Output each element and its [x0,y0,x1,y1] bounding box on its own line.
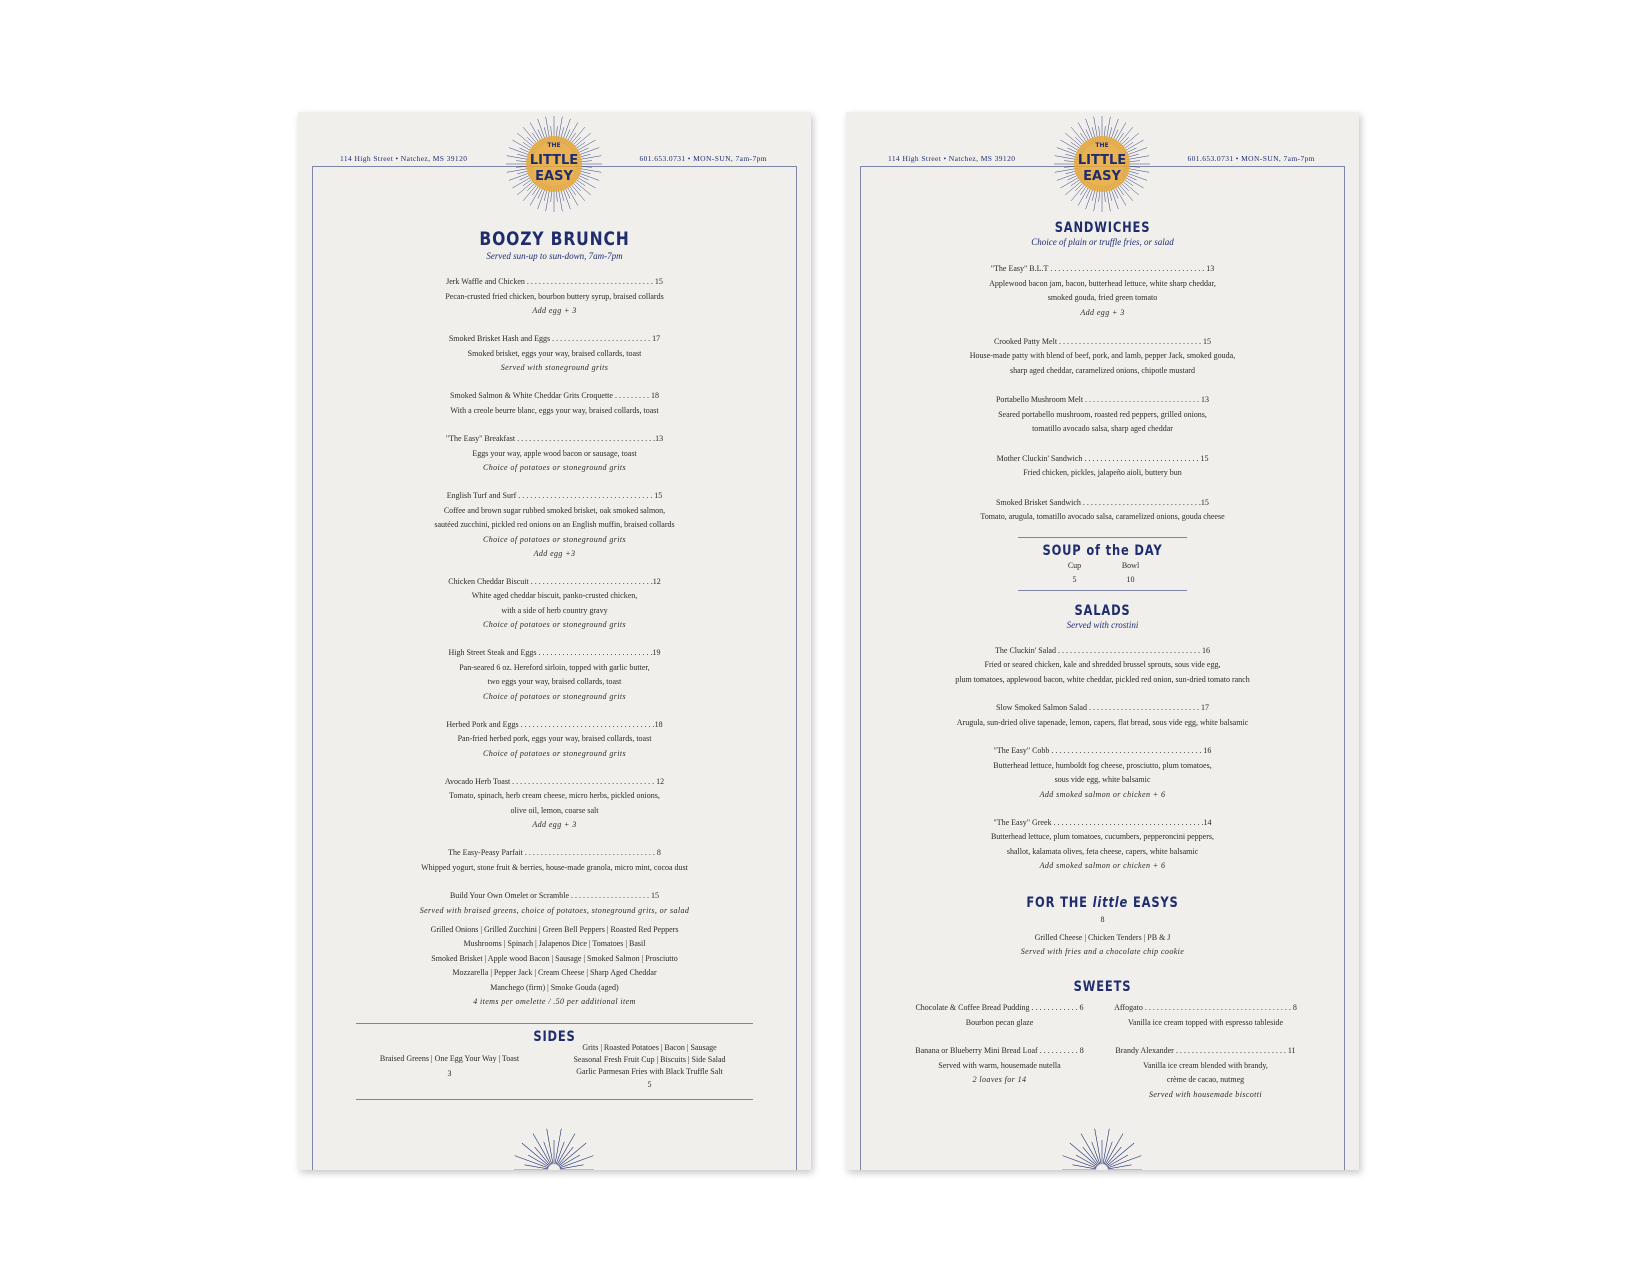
section-title-sides: SIDES [533,1029,576,1045]
menu-item-description: Smoked brisket, eggs your way, braised collards, toast [467,348,642,358]
menu-item-name: Slow Smoked Salmon Salad . . . . . . . . . . . . . . . . . . . . . . . . . . . . 17 [996,703,1209,712]
menu-item [298,846,811,875]
menu-item-name: The Cluckin' Salad . . . . . . . . . . . . . . . . . . . . . . . . . . . . . . . . . . . . 16 [995,645,1210,655]
phone-hours: 601.653.0731 • MON-SUN, 7am-7pm [1187,154,1315,163]
menu-item-description: sous vide egg, white balsamic [1054,775,1151,784]
menu-item [1108,1001,1304,1030]
section-title-kids [892,895,1313,911]
menu-item [298,489,811,561]
menu-item-description: Pecan-crusted fried chicken, bourbon buttery syrup, braised collards [445,291,664,301]
menu-item-name: Herbed Pork and Eggs . . . . . . . . . . . . . . . . . . . . . . . . . . . . . . . . . .18 [446,719,663,729]
menu-item-note: Choice of potatoes or stoneground grits [482,620,627,629]
menu-item-description: Pan-seared 6 oz. Hereford sirloin, topped with garlic butter, [459,662,650,672]
menu-item [298,389,811,418]
omelet-option-line: Grilled Onions | Grilled Zucchini | Green Bell Peppers | Roasted Red Peppers [430,924,679,934]
menu-item-description: plum tomatoes, applewood bacon, white cheddar, pickled red onion, sun-dried tomato ranch [955,674,1250,684]
side-line: Braised Greens | One Egg Your Way | Toast [379,1054,520,1063]
menu-item [298,275,811,318]
omelet-option-line: Smoked Brisket | Apple wood Bacon | Sausage | Smoked Salmon | Prosciutto [431,953,678,963]
menu-item-name: Brandy Alexander . . . . . . . . . . . . . . . . . . . . . . . . . . . . 11 [1115,1046,1296,1055]
logo-text: LITTLE [529,153,579,168]
menu-item-description: Seared portabello mushroom, roasted red peppers, grilled onions, [998,409,1207,419]
menu-item-name: "The Easy" Cobb . . . . . . . . . . . . . . . . . . . . . . . . . . . . . . . . . . . . . . 16 [993,746,1212,755]
menu-item-note: Add smoked salmon or chicken + 6 [1039,789,1166,799]
kids-title-before: FOR THE [1026,895,1093,911]
menu-item-note: Add smoked salmon or chicken + 6 [1039,861,1166,870]
section-title-brunch: BOOZY BRUNCH [479,228,630,250]
salads-subtitle: Served with crostini [1066,619,1139,630]
omelet-note: 4 items per omelette / .50 per additional item [473,997,636,1006]
menu-item-description: Fried or seared chicken, kale and shredded brussel sprouts, sous vide egg, [984,660,1221,669]
menu-item-note: Choice of potatoes or stoneground grits [482,463,627,472]
menu-item-description: Butterhead lettuce, plum tomatoes, cucumbers, pepperoncini peppers, [990,832,1215,841]
menu-item-name: Smoked Salmon & White Cheddar Grits Croquette . . . . . . . . . 18 [450,391,659,400]
menu-item-name: The Easy-Peasy Parfait . . . . . . . . . . . . . . . . . . . . . . . . . . . . . . . . . 8 [448,848,661,857]
menu-item [298,775,811,833]
brunch-subtitle: Served sun-up to sun-down, 7am-7pm [486,251,623,261]
menu-item-name: Portabello Mushroom Melt . . . . . . . . . . . . . . . . . . . . . . . . . . . . . 13 [995,395,1210,404]
logo-text: EASY [1083,169,1121,184]
logo-text: THE [547,142,561,149]
little-easy-logo [1052,114,1152,214]
sweets-right-col [1108,987,1304,1102]
menu-item-description: Whipped yogurt, stone fruit & berries, house-made granola, micro mint, cocoa dust [421,862,688,872]
menu-item-note: Add egg + 3 [532,306,577,315]
menu-item [846,452,1359,481]
menu-item-description: White aged cheddar biscuit, panko-crusted chicken, [471,591,638,600]
brunch-item-list [298,275,811,918]
omelet-options [298,923,811,996]
menu-item [298,889,811,918]
menu-item-description: shallot, kalamata olives, feta cheese, capers, white balsamic [1006,846,1199,856]
sunburst-ornament-icon [1062,1126,1142,1170]
menu-item-note: Served with stoneground grits [500,363,609,372]
logo-text: LITTLE [1077,153,1127,168]
menu-item-name: "The Easy" Greek . . . . . . . . . . . . . . . . . . . . . . . . . . . . . . . . . . . . . .14 [993,817,1212,827]
menu-item-description: with a side of herb country gravy [501,605,608,615]
menu-item [846,335,1359,379]
menu-item-description: smoked gouda, fried green tomato [1047,293,1158,302]
menu-item [846,816,1359,874]
menu-item [846,496,1359,525]
menu-page-brunch [298,112,811,1170]
menu-item-name: Jerk Waffle and Chicken . . . . . . . . . . . . . . . . . . . . . . . . . . . . . . . . 15 [446,277,663,286]
menu-item-description: Served with warm, housemade nutella [938,1060,1061,1070]
sunburst-ornament-icon [514,1126,594,1170]
section-title-sandwiches: SANDWICHES [1054,220,1151,236]
menu-item-note: Choice of potatoes or stoneground grits [482,534,627,544]
menu-item-description: Tomato, spinach, herb cream cheese, micro herbs, pickled onions, [449,791,660,800]
menu-item [298,332,811,375]
soup-prices [846,559,1359,588]
menu-item [846,701,1359,730]
menu-item-name: Chocolate & Coffee Bread Pudding . . . . . . . . . . . . 6 [915,1003,1084,1012]
sides-right-price: 5 [647,1080,652,1089]
menu-item [902,1044,1098,1087]
menu-item [298,718,811,761]
menu-item [846,644,1359,688]
logo-text: EASY [535,169,573,184]
sweets-columns [846,987,1359,1102]
sides-columns [298,1042,811,1093]
menu-item-name: Avocado Herb Toast . . . . . . . . . . . . . . . . . . . . . . . . . . . . . . . . . . . . 12 [444,776,665,786]
menu-item [902,1001,1098,1030]
section-title-soup: SOUP of the DAY [1042,542,1163,559]
side-line: Grits | Roasted Potatoes | Bacon | Sausage [582,1043,717,1052]
menu-item-note: Served with braised greens, choice of potatoes, stoneground grits, or salad [419,905,690,915]
menu-item-note: Add egg +3 [533,548,576,558]
menu-item-description: House-made patty with blend of beef, pork, and lamb, pepper Jack, smoked gouda, [969,351,1236,360]
kids-price: 8 [1100,915,1105,924]
omelet-option-line: Manchego (firm) | Smoke Gouda (aged) [490,982,619,992]
menu-item-description: two eggs your way, braised collards, toast [487,677,622,686]
menu-item-name: Mother Cluckin' Sandwich . . . . . . . . . . . . . . . . . . . . . . . . . . . . . 15 [996,453,1209,463]
omelet-option-line: Mozzarella | Pepper Jack | Cream Cheese | Sharp Aged Cheddar [452,968,657,977]
menu-item-note: 2 loaves for 14 [972,1075,1027,1084]
sweets-left-col [902,987,1098,1102]
menu-item-description: With a creole beurre blanc, eggs your way, braised collards, toast [450,405,659,415]
little-easy-logo [504,114,604,214]
menu-item-name: High Street Steak and Eggs . . . . . . . . . . . . . . . . . . . . . . . . . . . . .19 [448,648,661,657]
phone-hours: 601.653.0731 • MON-SUN, 7am-7pm [639,154,767,163]
soup-cup-label: Cup [1067,560,1082,570]
menu-item [298,646,811,704]
menu-item-description: Bourbon pecan glaze [965,1017,1034,1027]
menu-item-name: Chicken Cheddar Biscuit . . . . . . . . . . . . . . . . . . . . . . . . . . . . . . .12 [448,576,661,586]
menu-page-lunch [846,112,1359,1170]
sandwiches-subtitle: Choice of plain or truffle fries, or salad [1031,237,1174,247]
menu-item-note: Add egg + 3 [532,820,577,829]
menu-item-name: Crooked Patty Melt . . . . . . . . . . . . . . . . . . . . . . . . . . . . . . . . . . . . 15 [993,336,1212,346]
menu-item [1108,1044,1304,1102]
menu-item-name: Affogato . . . . . . . . . . . . . . . . . . . . . . . . . . . . . . . . . . . . . 8 [1114,1003,1297,1012]
divider [356,1099,753,1100]
menu-item-description: Eggs your way, apple wood bacon or sausage, toast [472,448,637,458]
menu-item-name: English Turf and Surf . . . . . . . . . . . . . . . . . . . . . . . . . . . . . . . . . . 15 [446,491,663,500]
section-title-sweets: SWEETS [1073,979,1132,995]
divider [1018,537,1187,538]
address: 114 High Street • Natchez, MS 39120 [340,154,468,163]
kids-title-after: EASYS [1128,895,1179,911]
omelet-option-line: Mushrooms | Spinach | Jalapenos Dice | Tomatoes | Basil [463,939,646,948]
menu-item-description: Applewood bacon jam, bacon, butterhead lettuce, white sharp cheddar, [989,278,1216,288]
address: 114 High Street • Natchez, MS 39120 [888,154,1016,163]
menu-item-description: tomatillo avocado salsa, sharp aged cheddar [1032,424,1173,433]
menu-item-name: Build Your Own Omelet or Scramble . . . . . . . . . . . . . . . . . . . . 15 [449,891,660,900]
menu-item [846,262,1359,320]
kids-options: Grilled Cheese | Chicken Tenders | PB & J [1034,932,1171,942]
menu-item-note: Choice of potatoes or stoneground grits [482,748,627,758]
sides-right-col [545,1042,755,1093]
salad-item-list [846,644,1359,874]
sandwich-item-list [846,262,1359,525]
menu-item-description: Tomato, arugula, tomatillo avocado salsa, caramelized onions, gouda cheese [980,512,1225,521]
menu-item-description: Butterhead lettuce, humboldt fog cheese, prosciutto, plum tomatoes, [993,760,1212,770]
menu-item [846,393,1359,437]
menu-item-note: Add egg + 3 [1080,307,1125,317]
menu-item-description: olive oil, lemon, coarse salt [510,805,599,815]
divider [1018,590,1187,591]
sides-left-col [355,1042,545,1093]
logo-text: THE [1095,142,1109,149]
menu-item-description: Vanilla ice cream blended with brandy, [1143,1060,1268,1070]
menu-item-description: sharp aged cheddar, caramelized onions, chipotle mustard [1010,365,1195,375]
soup-cup-price: 5 [1072,575,1077,584]
kids-note: Served with fries and a chocolate chip cookie [1020,947,1185,956]
menu-item-name: "The Easy" B.L.T . . . . . . . . . . . . . . . . . . . . . . . . . . . . . . . . . . . . . . . 13 [990,264,1215,273]
menu-item [298,432,811,475]
menu-item [846,744,1359,802]
side-line: Garlic Parmesan Fries with Black Truffle Salt [576,1067,723,1076]
menu-item-description: Arugula, sun-dried olive tapenade, lemon, capers, flat bread, sous vide egg, white balsamic [956,717,1249,727]
menu-item-description: Fried chicken, pickles, jalapeño aioli, buttery bun [1023,468,1182,477]
section-title-salads: SALADS [1074,602,1131,619]
kids-title-italic: little [1092,895,1129,911]
menu-item-note: Choice of potatoes or stoneground grits [482,691,627,701]
soup-bowl-label: Bowl [1121,560,1140,570]
menu-item-description: sautéed zucchini, pickled red onions on an English muffin, braised collards [434,520,675,529]
menu-item-description: Vanilla ice cream topped with espresso tableside [1127,1017,1284,1027]
menu-item-name: "The Easy" Breakfast . . . . . . . . . . . . . . . . . . . . . . . . . . . . . . . . . . .13 [445,434,664,443]
sides-left-price: 3 [447,1068,452,1078]
menu-item-description: Pan-fried herbed pork, eggs your way, braised collards, toast [457,734,652,743]
menu-item-name: Smoked Brisket Sandwich . . . . . . . . . . . . . . . . . . . . . . . . . . . . . .15 [996,497,1209,507]
soup-bowl-price: 10 [1126,575,1135,584]
menu-item [298,575,811,633]
menu-item-name: Banana or Blueberry Mini Bread Loaf . . . . . . . . . . 8 [915,1046,1084,1055]
menu-item-description: crème de cacao, nutmeg [1166,1075,1245,1084]
menu-item-description: Coffee and brown sugar rubbed smoked brisket, oak smoked salmon, [443,505,666,515]
menu-item-name: Smoked Brisket Hash and Eggs . . . . . . . . . . . . . . . . . . . . . . . . . 17 [448,334,661,343]
menu-item-note: Served with housemade biscotti [1148,1089,1263,1099]
side-line: Seasonal Fresh Fruit Cup | Biscuits | Side Salad [573,1055,726,1064]
divider [356,1023,753,1024]
